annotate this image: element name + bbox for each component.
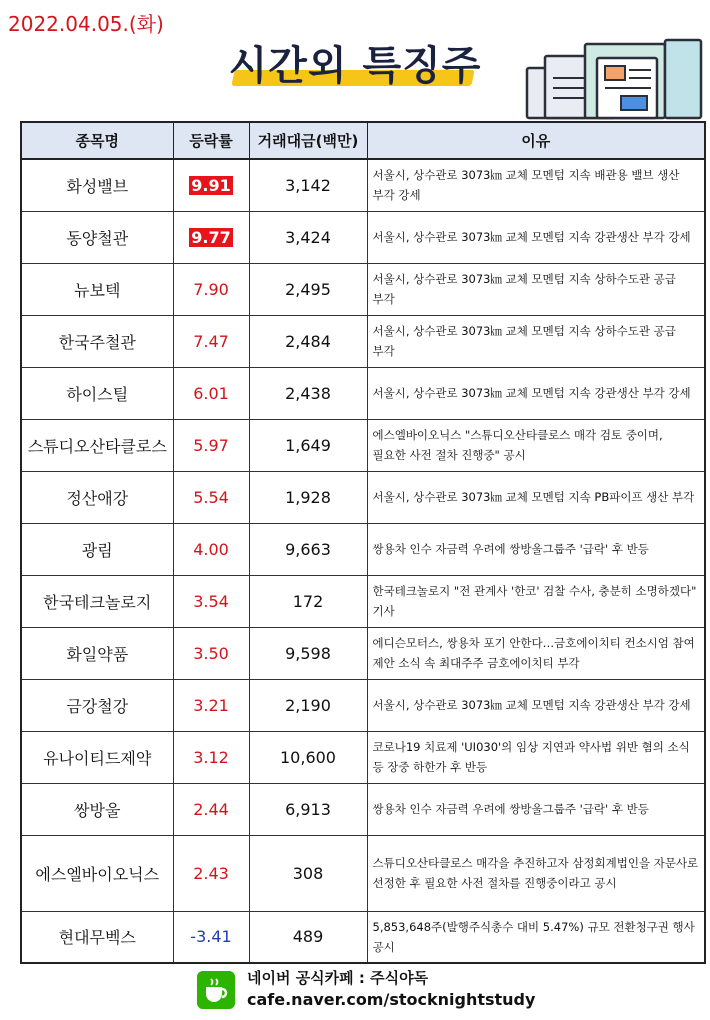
stock-name: 동양철관	[21, 211, 173, 263]
cafe-url[interactable]: cafe.naver.com/stocknightstudy	[247, 990, 536, 1009]
stock-amount: 1,928	[249, 471, 367, 523]
column-header-amount: 거래대금(백만)	[249, 122, 367, 159]
stock-rate: 3.50	[193, 643, 229, 663]
stock-name: 광림	[21, 523, 173, 575]
table-row	[21, 783, 705, 835]
stock-reason: 서울시, 상수관로 3073㎞ 교체 모멘텀 지속 강관생산 부각 강세	[367, 211, 705, 263]
stock-rate: 3.21	[193, 695, 229, 715]
table-row	[21, 911, 705, 963]
stock-amount: 172	[249, 575, 367, 627]
footer	[197, 967, 557, 1015]
stock-name: 유나이티드제약	[21, 731, 173, 783]
stock-rate: 4.00	[193, 539, 229, 559]
page-title: 시간외 특징주	[228, 43, 482, 89]
newspaper-icon	[525, 38, 705, 120]
stocks-table	[20, 121, 706, 964]
stock-name: 현대무벡스	[21, 911, 173, 963]
stock-reason: 한국테크놀로지 "전 관계사 '한코' 검찰 수사, 충분히 소명하겠다" 기사	[367, 575, 705, 627]
stock-name: 뉴보텍	[21, 263, 173, 315]
stock-rate: 9.77	[191, 227, 231, 247]
table-row	[21, 419, 705, 471]
naver-cafe-icon	[197, 971, 235, 1009]
table-row	[21, 471, 705, 523]
table-row	[21, 679, 705, 731]
stock-name: 스튜디오산타클로스	[21, 419, 173, 471]
stock-reason: 서울시, 상수관로 3073㎞ 교체 모멘텀 지속 상하수도관 공급 부각	[367, 263, 705, 315]
stock-amount: 2,438	[249, 367, 367, 419]
stock-rate: 2.43	[193, 863, 229, 883]
table-row	[21, 211, 705, 263]
stock-reason: 쌍용차 인수 자금력 우려에 쌍방울그룹주 '급락' 후 반등	[367, 523, 705, 575]
stock-name: 금강철강	[21, 679, 173, 731]
stock-reason: 코로나19 치료제 'UI030'의 임상 지연과 약사법 위반 혐의 소식 등 장중 하한가 후 반등	[367, 731, 705, 783]
stock-amount: 2,190	[249, 679, 367, 731]
stock-reason: 서울시, 상수관로 3073㎞ 교체 모멘텀 지속 배관용 밸브 생산 부각 강세	[367, 159, 705, 211]
stock-rate: 3.12	[193, 747, 229, 767]
stock-amount: 9,663	[249, 523, 367, 575]
table-header-row	[21, 122, 705, 159]
table-row	[21, 159, 705, 211]
table-row	[21, 575, 705, 627]
stock-rate: 5.97	[193, 435, 229, 455]
table-row	[21, 627, 705, 679]
stock-rate: 9.91	[191, 175, 231, 195]
stock-rate: -3.41	[190, 927, 232, 947]
table-row	[21, 263, 705, 315]
table-row	[21, 367, 705, 419]
stock-reason: 서울시, 상수관로 3073㎞ 교체 모멘텀 지속 강관생산 부각 강세	[367, 679, 705, 731]
column-header-name: 종목명	[21, 122, 173, 159]
stock-reason: 서울시, 상수관로 3073㎞ 교체 모멘텀 지속 PB파이프 생산 부각	[367, 471, 705, 523]
stock-reason: 에스엘바이오닉스 "스튜디오산타클로스 매각 검토 중이며, 필요한 사전 절차 진행중" 공시	[367, 419, 705, 471]
stock-reason: 쌍용차 인수 자금력 우려에 쌍방울그룹주 '급락' 후 반등	[367, 783, 705, 835]
table-row	[21, 523, 705, 575]
stock-reason: 5,853,648주(발행주식총수 대비 5.47%) 규모 전환청구권 행사 공시	[367, 911, 705, 963]
table-row	[21, 835, 705, 911]
stock-amount: 6,913	[249, 783, 367, 835]
cafe-label: 네이버 공식카페 : 주식야독	[247, 969, 429, 987]
stock-name: 화성밸브	[21, 159, 173, 211]
stock-name: 쌍방울	[21, 783, 173, 835]
stock-rate: 7.90	[193, 279, 229, 299]
title-block	[225, 30, 485, 100]
stock-amount: 3,142	[249, 159, 367, 211]
stock-amount: 1,649	[249, 419, 367, 471]
stock-reason: 스튜디오산타클로스 매각을 추진하고자 삼정회계법인을 자문사로 선정한 후 필요한 사전 절차를 진행중이라고 공시	[367, 835, 705, 911]
table-row	[21, 315, 705, 367]
stock-name: 에스엘바이오닉스	[21, 835, 173, 911]
column-header-rate: 등락률	[173, 122, 249, 159]
table-row	[21, 731, 705, 783]
stock-reason: 에디슨모터스, 쌍용차 포기 안한다…금호에이치티 컨소시엄 참여 제안 소식 속 최대주주 금호에이치티 부각	[367, 627, 705, 679]
stock-rate: 6.01	[193, 383, 229, 403]
column-header-reason: 이유	[367, 122, 705, 159]
stock-reason: 서울시, 상수관로 3073㎞ 교체 모멘텀 지속 강관생산 부각 강세	[367, 367, 705, 419]
stock-name: 정산애강	[21, 471, 173, 523]
stock-amount: 3,424	[249, 211, 367, 263]
stock-amount: 10,600	[249, 731, 367, 783]
stock-name: 한국주철관	[21, 315, 173, 367]
stock-name: 한국테크놀로지	[21, 575, 173, 627]
stock-rate: 5.54	[193, 487, 229, 507]
stock-amount: 308	[249, 835, 367, 911]
stock-rate: 7.47	[193, 331, 229, 351]
stock-name: 화일약품	[21, 627, 173, 679]
stock-amount: 489	[249, 911, 367, 963]
stock-amount: 9,598	[249, 627, 367, 679]
stock-rate: 3.54	[193, 591, 229, 611]
stock-reason: 서울시, 상수관로 3073㎞ 교체 모멘텀 지속 상하수도관 공급 부각	[367, 315, 705, 367]
stock-name: 하이스틸	[21, 367, 173, 419]
stock-amount: 2,484	[249, 315, 367, 367]
stock-amount: 2,495	[249, 263, 367, 315]
stock-rate: 2.44	[193, 799, 229, 819]
report-date: 2022.04.05.(화)	[8, 12, 164, 36]
